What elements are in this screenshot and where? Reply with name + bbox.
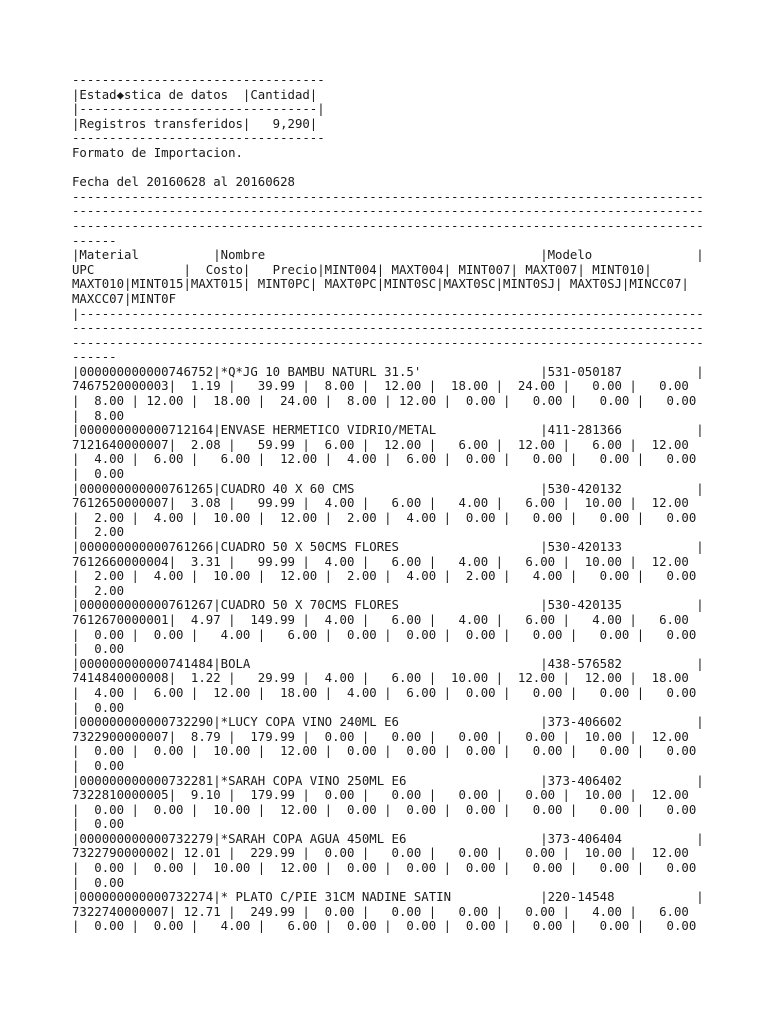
- report-line: UPC | Costo| Precio|MINT004| MAXT004| MINT007| MAXT007| MINT010|: [72, 262, 652, 277]
- report-line: | 0.00 | 0.00 | 4.00 | 6.00 | 0.00 | 0.00 | 0.00 | 0.00 | 0.00 | 0.00: [72, 919, 697, 934]
- report-line: |000000000000746752|*Q*JG 10 BAMBU NATURL 31.5' |531-050187 |: [72, 364, 704, 379]
- report-line: |000000000000732290|*LUCY COPA VINO 240ML E6 |373-406602 |: [72, 715, 704, 730]
- report-line: |000000000000712164|ENVASE HERMETICO VIDRIO/METAL |411-281366 |: [72, 423, 704, 438]
- report-line: ------: [72, 233, 117, 248]
- report-line: MAXCC07|MINT0F: [72, 291, 177, 306]
- report-line: | 4.00 | 6.00 | 6.00 | 12.00 | 4.00 | 6.00 | 0.00 | 0.00 | 0.00 | 0.00: [72, 452, 697, 467]
- report-line: 7121640000007| 2.08 | 59.99 | 6.00 | 12.00 | 6.00 | 12.00 | 6.00 | 12.00: [72, 437, 689, 452]
- report-line: |000000000000732281|*SARAH COPA VINO 250ML E6 |373-406402 |: [72, 773, 704, 788]
- report-line: | 8.00 | 12.00 | 18.00 | 24.00 | 8.00 | 12.00 | 0.00 | 0.00 | 0.00 | 0.00: [72, 394, 697, 409]
- report-line: | 0.00 | 0.00 | 10.00 | 12.00 | 0.00 | 0.00 | 0.00 | 0.00 | 0.00 | 0.00: [72, 744, 697, 759]
- report-line: | 2.00 | 4.00 | 10.00 | 12.00 | 2.00 | 4.00 | 0.00 | 0.00 | 0.00 | 0.00: [72, 510, 697, 525]
- report-line: 7467520000003| 1.19 | 39.99 | 8.00 | 12.00 | 18.00 | 24.00 | 0.00 | 0.00: [72, 379, 689, 394]
- report-line: 7612670000001| 4.97 | 149.99 | 4.00 | 6.00 | 4.00 | 6.00 | 4.00 | 6.00: [72, 612, 689, 627]
- report-line: 7612660000004| 3.31 | 99.99 | 4.00 | 6.00 | 4.00 | 6.00 | 10.00 | 12.00: [72, 554, 689, 569]
- report-line: -------------------------------------------------------------------------------------: [72, 204, 704, 219]
- report-line: 7322810000005| 9.10 | 179.99 | 0.00 | 0.00 | 0.00 | 0.00 | 10.00 | 12.00: [72, 788, 689, 803]
- report-line: 7322790000002| 12.01 | 229.99 | 0.00 | 0.00 | 0.00 | 0.00 | 10.00 | 12.00: [72, 846, 689, 861]
- report-line: | 0.00: [72, 817, 125, 832]
- report-line: | 0.00: [72, 875, 125, 890]
- stats-table-header: |Estad◆stica de datos |Cantidad|: [72, 87, 318, 102]
- report-line: |000000000000761266|CUADRO 50 X 50CMS FLORES |530-420133 |: [72, 540, 704, 554]
- report-line: -------------------------------------------------------------------------------------: [72, 321, 704, 336]
- report-line: | 0.00: [72, 642, 125, 657]
- report-line: | 0.00: [72, 467, 125, 482]
- stats-table-row-registros: |Registros transferidos| 9,290|: [72, 116, 318, 131]
- report-line: 7322740000007| 12.71 | 249.99 | 0.00 | 0.00 | 0.00 | 0.00 | 4.00 | 6.00: [72, 904, 689, 919]
- report-line: | 2.00: [72, 525, 125, 540]
- report-line: | 0.00: [72, 700, 125, 715]
- report-line: -------------------------------------------------------------------------------------: [72, 218, 704, 233]
- report-line: |000000000000732279|*SARAH COPA AGUA 450ML E6 |373-406404 |: [72, 831, 704, 846]
- format-title: Formato de Importacion.: [72, 145, 243, 160]
- stats-table-bottom-border: ----------------------------------: [72, 131, 325, 146]
- report-line: |Material |Nombre |Modelo |: [72, 248, 704, 263]
- report-line: ------: [72, 350, 117, 365]
- report-line: | 0.00: [72, 758, 125, 773]
- report-line: | 0.00 | 0.00 | 10.00 | 12.00 | 0.00 | 0.00 | 0.00 | 0.00 | 0.00 | 0.00: [72, 861, 697, 876]
- report-line: | 2.00: [72, 583, 125, 598]
- report-line: -------------------------------------------------------------------------------------: [72, 189, 704, 204]
- report-line: |000000000000761267|CUADRO 50 X 70CMS FLORES |530-420135 |: [72, 598, 704, 613]
- report-line: -------------------------------------------------------------------------------------: [72, 335, 704, 350]
- report-line: MAXT010|MINT015|MAXT015| MINT0PC| MAXT0PC|MINT0SC|MAXT0SC|MINT0SJ| MAXT0SJ|MINCC07|: [72, 277, 689, 292]
- report-line: | 2.00 | 4.00 | 10.00 | 12.00 | 2.00 | 4.00 | 2.00 | 4.00 | 0.00 | 0.00: [72, 569, 697, 584]
- report-line: |000000000000732274|* PLATO C/PIE 31CM NADINE SATIN |220-14548 |: [72, 890, 704, 905]
- report-line: | 4.00 | 6.00 | 12.00 | 18.00 | 4.00 | 6.00 | 0.00 | 0.00 | 0.00 | 0.00: [72, 685, 697, 700]
- report-line: 7612650000007| 3.08 | 99.99 | 4.00 | 6.00 | 4.00 | 6.00 | 10.00 | 12.00: [72, 496, 689, 511]
- report-line: 7322900000007| 8.79 | 179.99 | 0.00 | 0.00 | 0.00 | 0.00 | 10.00 | 12.00: [72, 729, 689, 744]
- date-range-line: Fecha del 20160628 al 20160628: [72, 175, 295, 190]
- report-line: 7414840000008| 1.22 | 29.99 | 4.00 | 6.00 | 10.00 | 12.00 | 12.00 | 18.00: [72, 671, 689, 686]
- stats-table-top-border: ----------------------------------: [72, 73, 325, 87]
- report-line: | 8.00: [72, 408, 125, 423]
- report-text: [72, 73, 712, 934]
- report-line: | 0.00 | 0.00 | 4.00 | 6.00 | 0.00 | 0.00 | 0.00 | 0.00 | 0.00 | 0.00: [72, 627, 697, 642]
- stats-table-separator: |--------------------------------|: [72, 102, 325, 117]
- report-line: [72, 161, 712, 176]
- report-line: |------------------------------------------------------------------------------------: [72, 306, 704, 321]
- report-line: |000000000000761265|CUADRO 40 X 60 CMS |530-420132 |: [72, 481, 704, 496]
- report-line: | 0.00 | 0.00 | 10.00 | 12.00 | 0.00 | 0.00 | 0.00 | 0.00 | 0.00 | 0.00: [72, 802, 697, 817]
- report-line: |000000000000741484|BOLA |438-576582 |: [72, 656, 704, 671]
